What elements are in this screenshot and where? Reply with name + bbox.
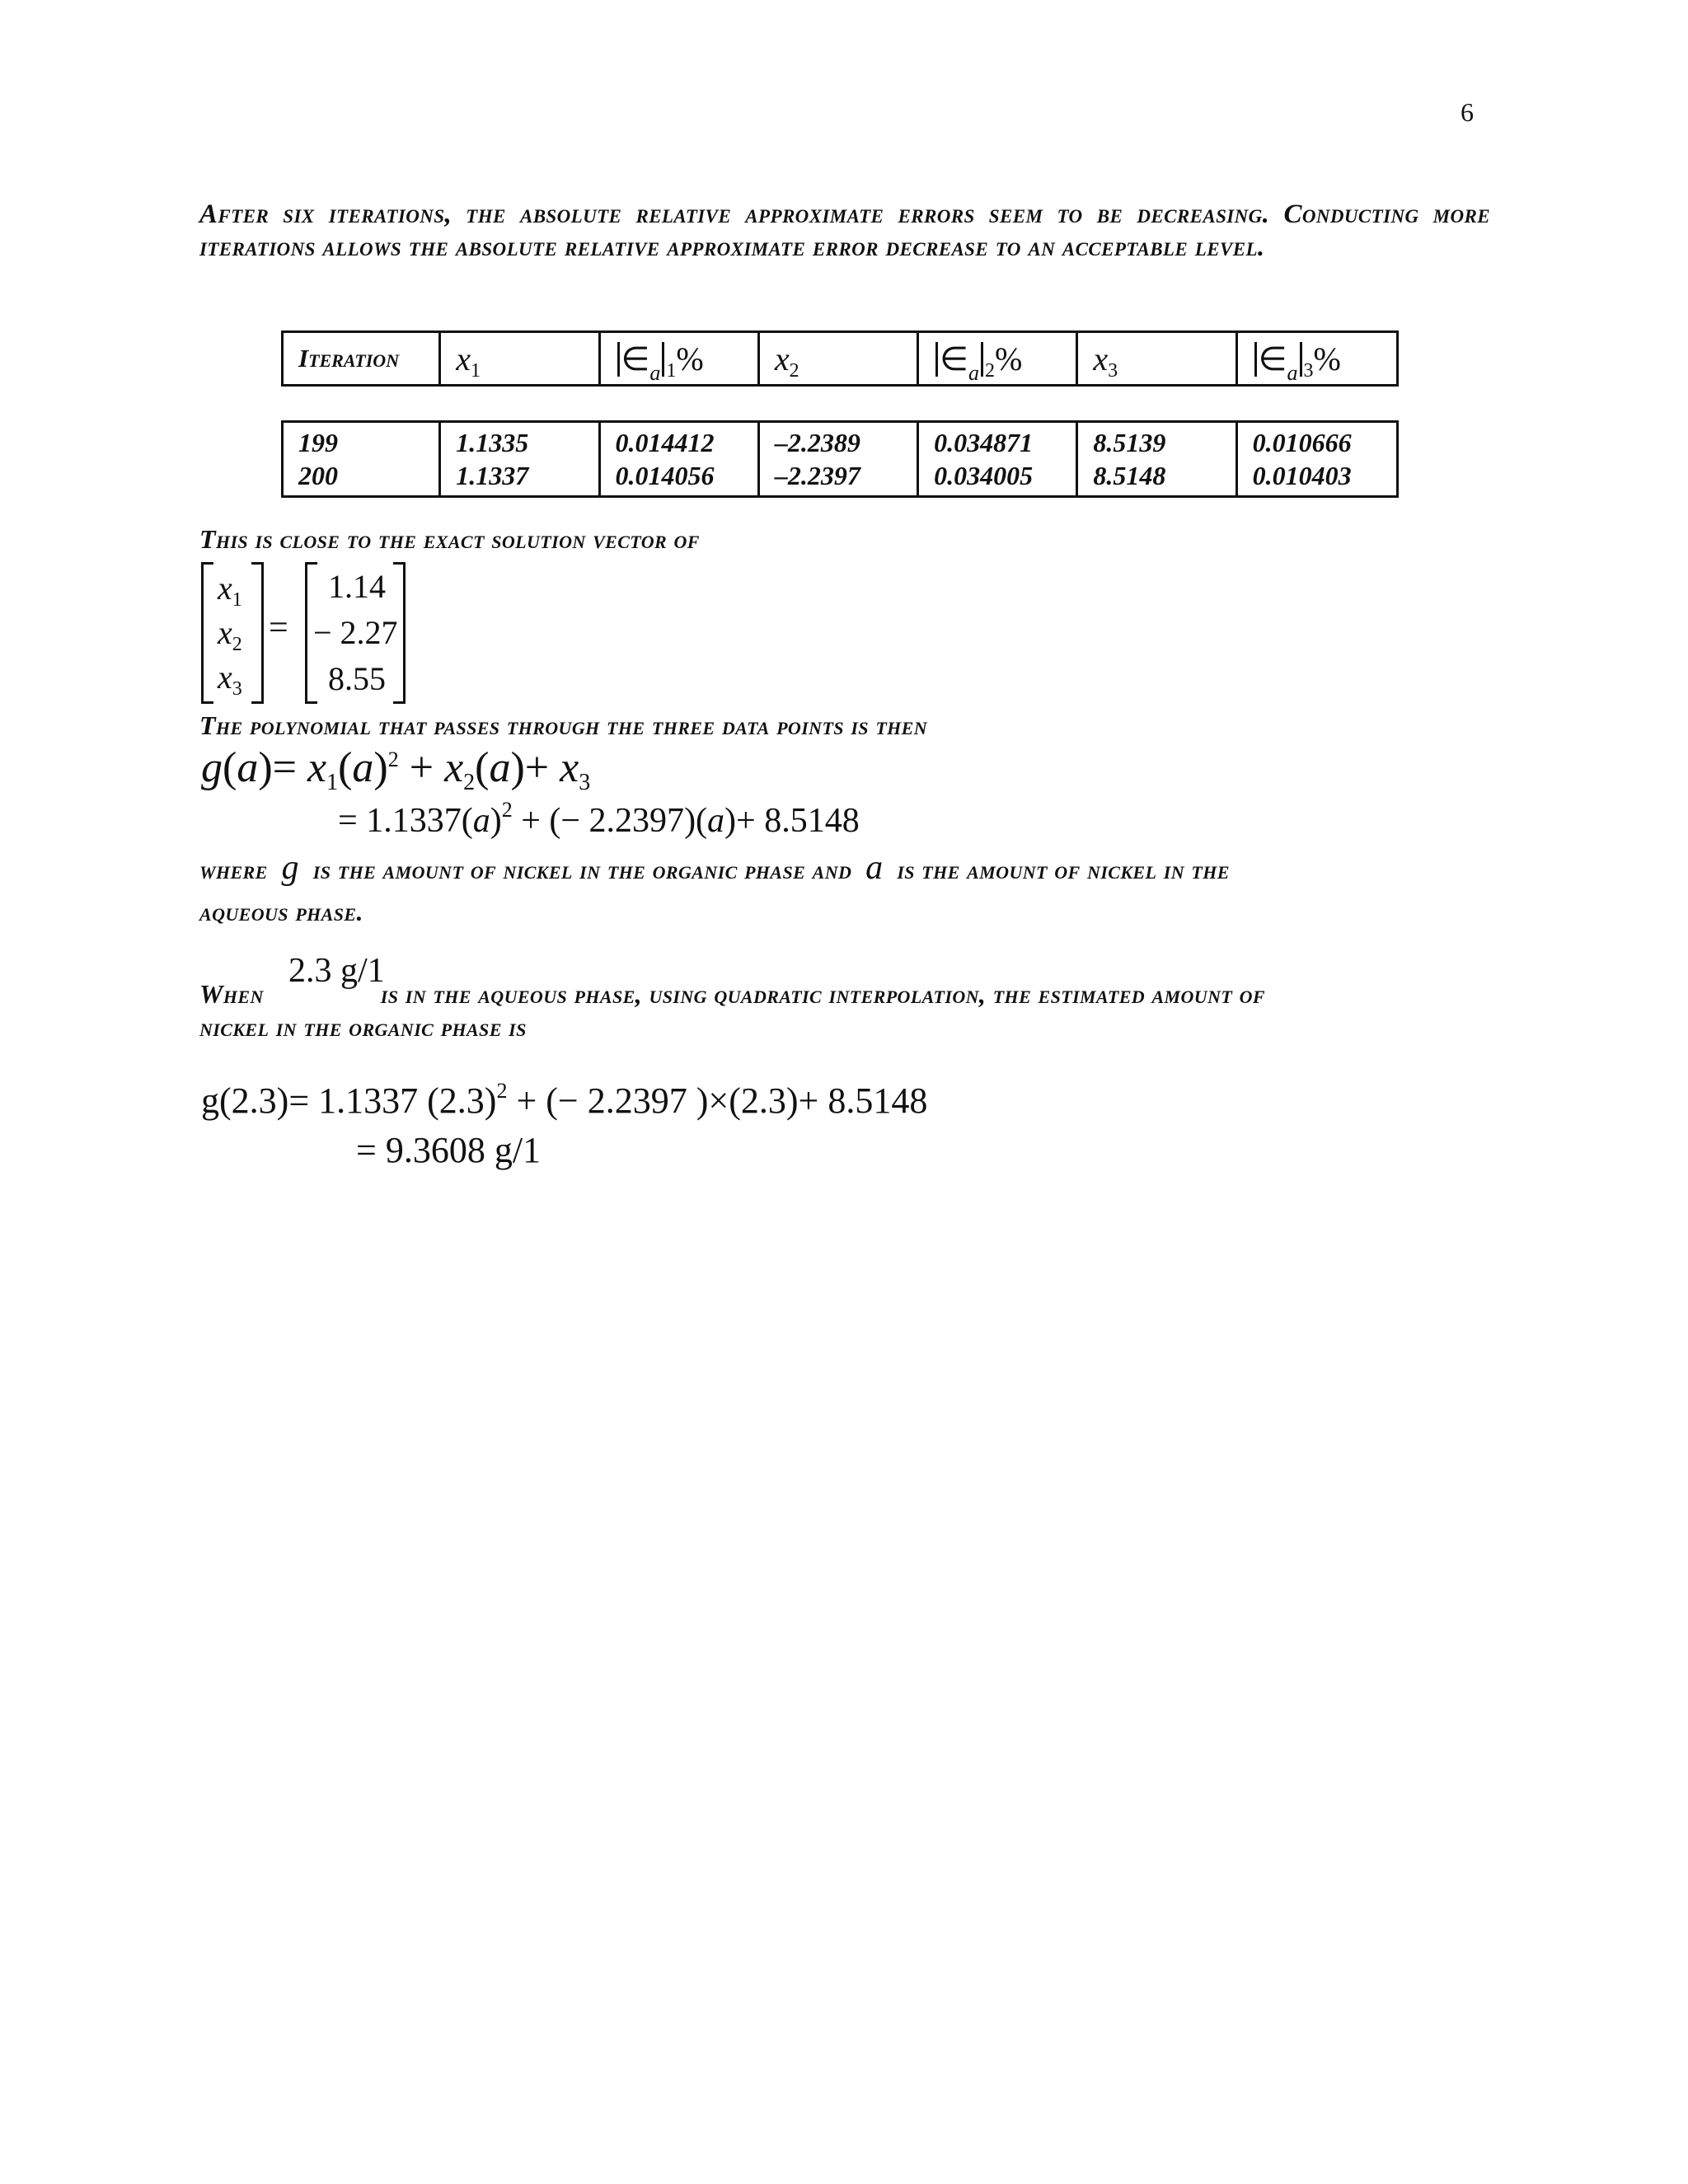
polynomial-equation: $g(a)= x1(a)^2 + x2(a)+ x3$ <box>201 744 591 795</box>
iteration-table-body <box>281 420 1399 498</box>
iteration-table-header <box>281 330 1399 387</box>
col-error-1: 0.014412 0.014056 <box>599 422 758 497</box>
col-x3: 8.5139 8.5148 <box>1077 422 1236 497</box>
vector-equals: = <box>269 609 288 647</box>
exact-solution-label: This is close to the exact solution vector of <box>199 524 700 554</box>
intro-paragraph: After six iterations, the absolute relative approximate errors seem to be decreasing. Conducting more iterations allows the absolute relative approximate error decrease to an acceptable level. <box>199 199 1490 262</box>
header-x3: $x_3$ <box>1077 332 1236 386</box>
col-error-2: 0.034871 0.034005 <box>918 422 1077 497</box>
header-error-3: $\in_a$ $_3$% <box>1236 332 1397 386</box>
header-x1: $x_1$ <box>440 332 599 386</box>
where-line-2: aqueous phase. <box>199 897 363 926</box>
col-iteration: 199 200 <box>283 422 440 497</box>
when-line: When is in the aqueous phase, using quadratic interpolation, the estimated amount of <box>199 979 1265 1009</box>
col-x1: 1.1335 1.1337 <box>440 422 599 497</box>
header-error-2: $\in_a$ $_2$% <box>918 332 1077 386</box>
variable-vector: $x_1$ $x_2$ $x_3$ <box>201 562 264 699</box>
header-iteration: Iteration <box>283 332 440 386</box>
header-x2: $x_2$ <box>758 332 917 386</box>
table-row <box>283 422 1398 497</box>
aqueous-amount: 2.3 g/1 <box>288 952 385 990</box>
result-equation: = 9.3608 g/1 <box>356 1130 542 1170</box>
page-number: 6 <box>1461 97 1474 127</box>
polynomial-coefficients-equation: = $1.1337(a)^2$ + (− 2.2397)(a)+ 8.5148 <box>338 798 860 840</box>
when-line-2: nickel in the organic phase is <box>199 1012 527 1042</box>
where-line: where g is the amount of nickel in the organic phase and a is the amount of nickel in the <box>199 849 1230 887</box>
solution-values-vector: 1.14 − 2.27 8.55 <box>305 562 406 699</box>
polynomial-label: The polynomial that passes through the three data points is then <box>199 710 928 740</box>
evaluation-equation: g(2.3)= 1.1337 $(2.3)^2$ + (− 2.2397 )×(2.3)+ 8.5148 <box>201 1079 928 1121</box>
col-error-3: 0.010666 0.010403 <box>1236 422 1397 497</box>
header-error-1: $\in_a$ $_1$% <box>599 332 758 386</box>
col-x2: –2.2389 –2.2397 <box>758 422 917 497</box>
